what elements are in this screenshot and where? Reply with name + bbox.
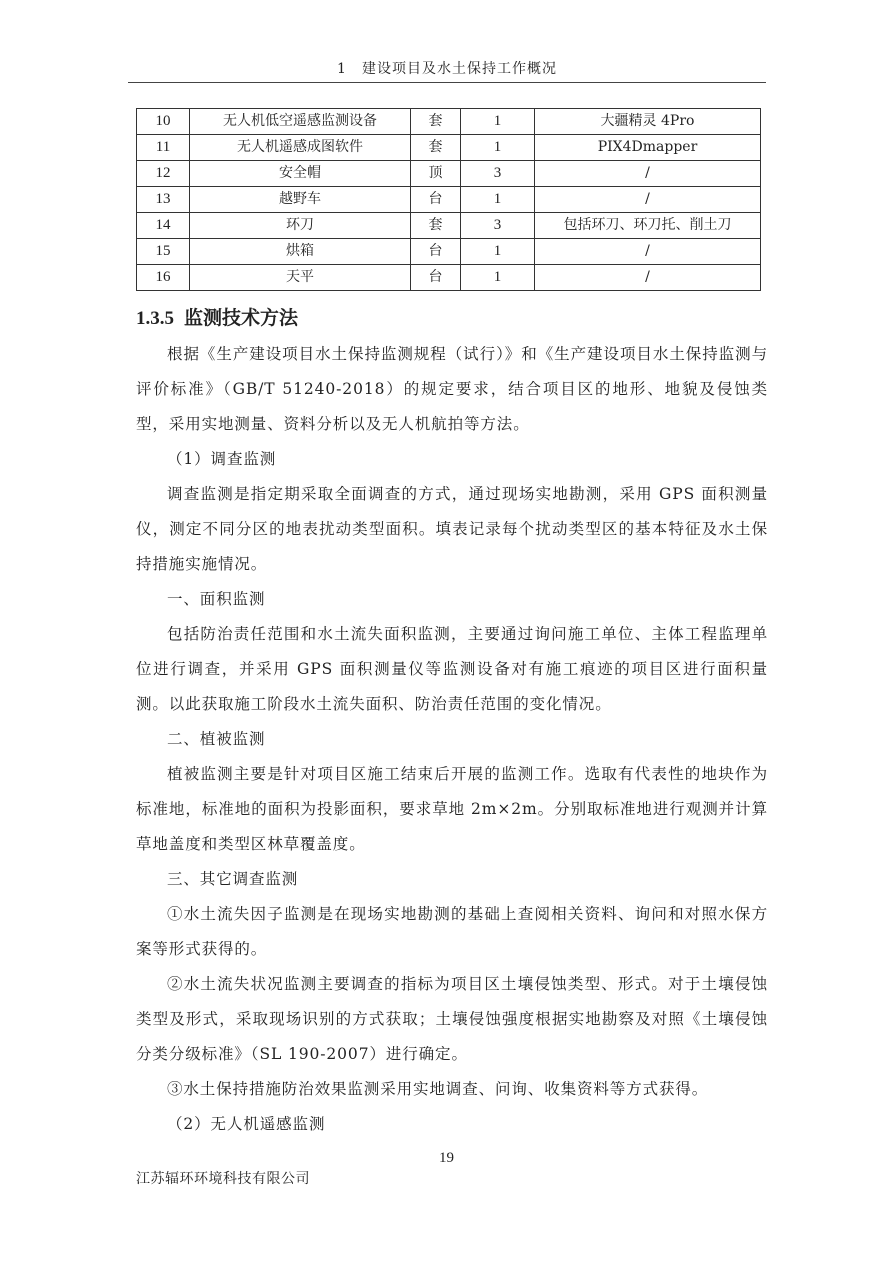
remark: / xyxy=(535,187,761,213)
quantity: 1 xyxy=(461,239,535,265)
unit: 套 xyxy=(411,109,461,135)
unit: 台 xyxy=(411,239,461,265)
unit: 顶 xyxy=(411,161,461,187)
section-title: 监测技术方法 xyxy=(184,308,299,329)
footer-company: 江苏辐环环境科技有限公司 xyxy=(136,1171,310,1187)
table-row xyxy=(137,187,761,213)
section-number: 1.3.5 xyxy=(136,308,174,329)
paragraph: ③水土保持措施防治效果监测采用实地调查、问询、收集资料等方式获得。 xyxy=(167,1080,709,1098)
table-row xyxy=(137,161,761,187)
paragraph: 植被监测主要是针对项目区施工结束后开展的监测工作。选取有代表性的地块作为标准地，标准地的面积为投影面积，要求草地 2m×2m。分别取标准地进行观测并计算草地盖度和类型区林草覆盖度。 xyxy=(136,765,768,853)
remark: PIX4Dmapper xyxy=(535,135,761,161)
section-heading xyxy=(136,303,298,330)
page-number: 19 xyxy=(439,1150,454,1166)
equipment-name: 环刀 xyxy=(190,213,411,239)
table-row xyxy=(137,239,761,265)
quantity: 3 xyxy=(461,161,535,187)
subheading: 一、面积监测 xyxy=(167,590,266,608)
equipment-table xyxy=(136,108,761,291)
table-row xyxy=(137,109,761,135)
unit: 套 xyxy=(411,213,461,239)
remark: 包括环刀、环刀托、削土刀 xyxy=(535,213,761,239)
running-header: 1 建设项目及水土保持工作概况 xyxy=(337,61,557,77)
subheading: 三、其它调查监测 xyxy=(167,870,299,888)
equipment-name: 安全帽 xyxy=(190,161,411,187)
quantity: 1 xyxy=(461,265,535,291)
paragraph: ②水土流失状况监测主要调查的指标为项目区土壤侵蚀类型、形式。对于土壤侵蚀类型及形式，采取现场识别的方式获取；土壤侵蚀强度根据实地勘察及对照《土壤侵蚀分类分级标准》（SL 190-2007）进行确定。 xyxy=(136,975,768,1063)
row-number: 14 xyxy=(137,213,190,239)
quantity: 1 xyxy=(461,187,535,213)
row-number: 10 xyxy=(137,109,190,135)
equipment-name: 越野车 xyxy=(190,187,411,213)
header-rule xyxy=(128,82,766,83)
equipment-name: 天平 xyxy=(190,265,411,291)
equipment-name: 烘箱 xyxy=(190,239,411,265)
row-number: 11 xyxy=(137,135,190,161)
quantity: 1 xyxy=(461,135,535,161)
subheading: （2）无人机遥感监测 xyxy=(167,1115,326,1133)
remark: / xyxy=(535,239,761,265)
subheading: （1）调查监测 xyxy=(167,450,277,468)
table-row xyxy=(137,135,761,161)
remark: / xyxy=(535,161,761,187)
unit: 台 xyxy=(411,265,461,291)
table-row xyxy=(137,213,761,239)
quantity: 3 xyxy=(461,213,535,239)
paragraph: 根据《生产建设项目水土保持监测规程（试行）》和《生产建设项目水土保持监测与评价标准》（GB/T 51240-2018）的规定要求，结合项目区的地形、地貌及侵蚀类型，采用实地测量、资料分析以及无人机航拍等方法。 xyxy=(136,345,768,433)
equipment-name: 无人机低空遥感监测设备 xyxy=(190,109,411,135)
subheading: 二、植被监测 xyxy=(167,730,266,748)
paragraph: 调查监测是指定期采取全面调查的方式，通过现场实地勘测，采用 GPS 面积测量仪，测定不同分区的地表扰动类型面积。填表记录每个扰动类型区的基本特征及水土保持措施实施情况。 xyxy=(136,485,768,573)
unit: 台 xyxy=(411,187,461,213)
paragraph: ①水土流失因子监测是在现场实地勘测的基础上查阅相关资料、询问和对照水保方案等形式获得的。 xyxy=(136,905,768,958)
equipment-name: 无人机遥感成图软件 xyxy=(190,135,411,161)
row-number: 16 xyxy=(137,265,190,291)
body-text xyxy=(136,337,768,1142)
remark: 大疆精灵 4Pro xyxy=(535,109,761,135)
quantity: 1 xyxy=(461,109,535,135)
paragraph: 包括防治责任范围和水土流失面积监测，主要通过询问施工单位、主体工程监理单位进行调查，并采用 GPS 面积测量仪等监测设备对有施工痕迹的项目区进行面积量测。以此获取施工阶段水土流失面积、防治责任范围的变化情况。 xyxy=(136,625,768,713)
row-number: 12 xyxy=(137,161,190,187)
row-number: 15 xyxy=(137,239,190,265)
table-row xyxy=(137,265,761,291)
remark: / xyxy=(535,265,761,291)
unit: 套 xyxy=(411,135,461,161)
row-number: 13 xyxy=(137,187,190,213)
